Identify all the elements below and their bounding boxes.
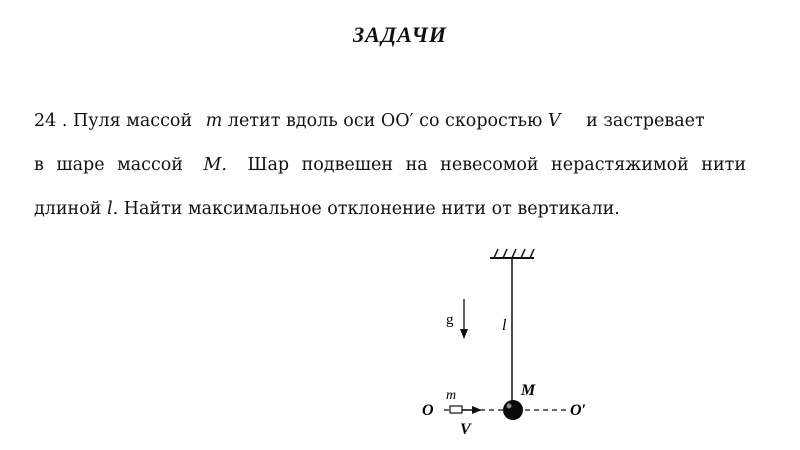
axis-symbol: OO′ bbox=[380, 111, 414, 131]
text-segment: в шаре массой bbox=[34, 155, 183, 175]
bullet bbox=[450, 406, 462, 413]
gravity-label: g bbox=[446, 312, 454, 328]
ball bbox=[503, 400, 523, 420]
bullet-mass-label: m bbox=[446, 388, 457, 403]
text-segment: со скоростью bbox=[419, 111, 543, 131]
problem-line-3 bbox=[34, 187, 746, 231]
axis-start-label: O bbox=[422, 402, 434, 419]
string-length-label: l bbox=[502, 317, 507, 334]
ball-mass-label: M bbox=[521, 382, 536, 399]
pendulum-diagram bbox=[410, 244, 610, 444]
problem-statement bbox=[34, 99, 746, 231]
text-segment: и застревает bbox=[586, 111, 705, 131]
problem-number: 24 . bbox=[34, 111, 68, 131]
problem-line-2 bbox=[34, 143, 746, 187]
text-segment: Шар подвешен на невесомой нерастяжимой нити bbox=[247, 155, 746, 175]
velocity-label: V bbox=[460, 421, 471, 438]
text-segment: Найти максимальное отклонение нити от вертикали. bbox=[123, 199, 620, 219]
ceiling-hatching bbox=[494, 249, 534, 258]
gravity-arrowhead bbox=[460, 329, 468, 339]
text-segment: Пуля массой bbox=[72, 111, 193, 131]
problem-line-1 bbox=[34, 99, 746, 143]
axis-end-label: O′ bbox=[570, 402, 587, 419]
length-symbol: l. bbox=[107, 199, 119, 219]
ball-highlight bbox=[507, 404, 512, 409]
page-title: ЗАДАЧИ bbox=[352, 22, 448, 47]
velocity-arrowhead bbox=[472, 406, 482, 414]
text-segment: длиной bbox=[34, 199, 102, 219]
text-segment: летит вдоль оси bbox=[227, 111, 376, 131]
velocity-symbol: V bbox=[547, 111, 561, 131]
ball-mass-symbol: M. bbox=[203, 155, 227, 175]
bullet-mass-symbol: m bbox=[205, 111, 223, 131]
